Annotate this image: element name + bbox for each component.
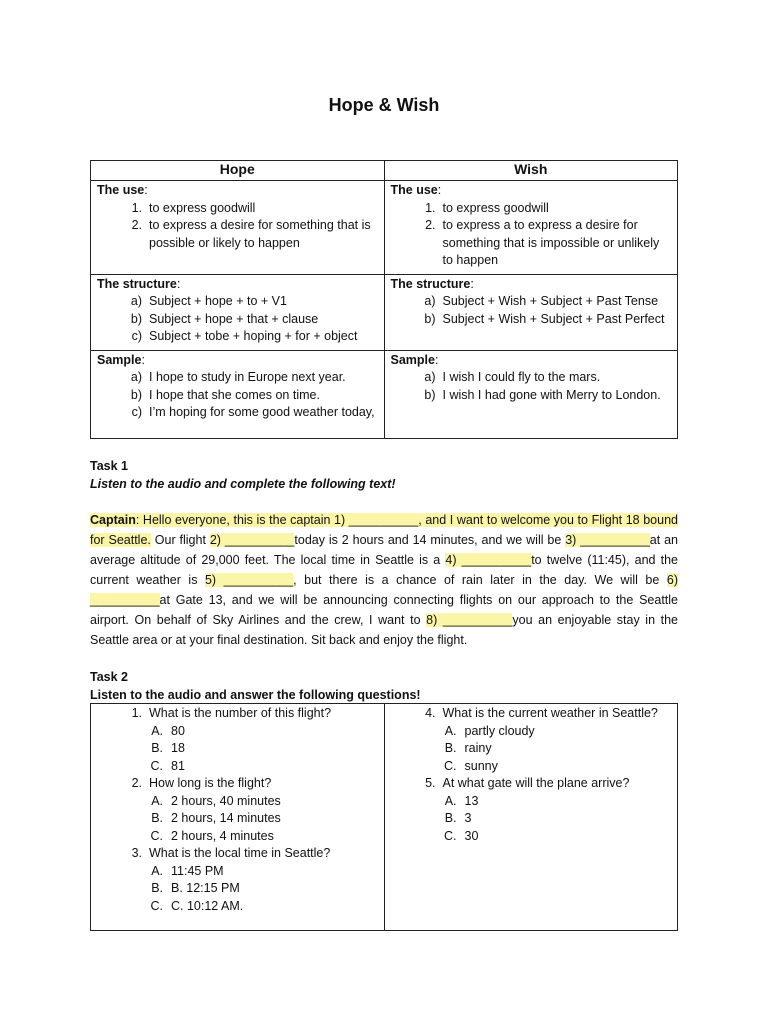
question-2: 2. How long is the flight? (131, 776, 272, 790)
list-item: 1. to express goodwill (131, 200, 256, 215)
list-item: b) Subject + Wish + Subject + Past Perfect (424, 311, 665, 326)
hope-structure-cell: The structure: a) Subject + hope + to + V1 b) Subject + hope + that + clause c) Subject + tobe + hoping + for + object (91, 274, 385, 350)
passage-segment: today is 2 hours and 14 minutes, and we will be (294, 533, 566, 547)
page-title: Hope & Wish (328, 95, 440, 115)
option: C. 30 (444, 828, 479, 843)
passage-segment: at an average altitude of 29,000 feet. The local time in Seattle is a (90, 533, 679, 567)
option: C. 2 hours, 4 minutes (150, 828, 274, 843)
task1-header (90, 457, 678, 493)
hope-wish-table (90, 160, 678, 439)
option: B. 18 (151, 741, 185, 755)
list-item: a) Subject + Wish + Subject + Past Tense (424, 294, 659, 308)
list-item: c) I’m hoping for some good weather today, (131, 405, 375, 419)
blank-6: 6) __________ (90, 573, 678, 607)
option: A. 2 hours, 40 minutes (151, 793, 281, 808)
blank-8: 8) __________ (426, 613, 513, 627)
use-label: The use (97, 183, 145, 197)
passage-segment: you an enjoyable stay in the Seattle area or at your final destination. Sit back and enjoy the flight. (90, 613, 679, 647)
option: A. 13 (444, 793, 479, 808)
passage-segment: to twelve (11:45), and the current weather is (90, 553, 678, 587)
question-4: 4. What is the current weather in Seattle? (425, 706, 658, 720)
structure-label: The structure (390, 276, 471, 291)
wish-structure-cell: The structure: a) Subject + Wish + Subject + Past Tense b) Subject + Wish + Subject + Past Perfect (384, 274, 678, 350)
option: B. 3 (444, 811, 472, 825)
task1-passage (90, 510, 678, 650)
blank-3: 3) __________ (565, 533, 650, 547)
speaker-label: Captain (90, 513, 136, 527)
blank-2: 2) __________ (209, 533, 295, 547)
passage-segment: at Gate 13, and we will be announcing connecting flights on our approach to the Seattle airport. On behalf of Sky Airlines and the crew, I want to (90, 593, 678, 627)
task2-label: Task 2 (90, 670, 128, 684)
list-item: a) I wish I could fly to the mars. (424, 370, 601, 384)
header-wish: Wish (384, 161, 678, 181)
list-item: b) Subject + hope + that + clause (130, 311, 319, 326)
header-hope: Hope (91, 161, 385, 181)
wish-sample-cell: Sample: a) I wish I could fly to the mars. b) I wish I had gone with Merry to London. (384, 350, 678, 438)
option: C. C. 10:12 AM. (150, 898, 244, 913)
task1-label: Task 1 (90, 459, 128, 473)
questions-table (90, 703, 678, 931)
sample-label: Sample (390, 352, 435, 367)
passage-segment: Our flight (150, 533, 210, 547)
option: C. sunny (444, 758, 498, 773)
sample-label: Sample (97, 352, 142, 367)
structure-label: The structure (97, 276, 177, 291)
list-item: 2. to express a desire for something that is possible or likely to happen (131, 218, 371, 250)
list-item: 2. to express a to express a desire for something that is impossible or unlikely to happen (425, 218, 660, 267)
blank-5: 5) __________ (204, 573, 294, 587)
passage-segment: : Hello everyone, this is the captain 1) __________, and I want to welcome you to Flight 18 bound for Seattle. (90, 513, 678, 547)
list-item: b) I hope that she comes on time. (130, 387, 320, 402)
list-item: a) I hope to study in Europe next year. (130, 370, 346, 384)
question-5: 5. At what gate will the plane arrive? (425, 776, 630, 790)
question-3: 3. What is the local time in Seattle? (131, 846, 331, 860)
list-item: 1. to express goodwill (425, 200, 549, 215)
wish-use-cell: The use: 1. to express goodwill 2. to express a to express a desire for something that is impossible or unlikely to happen (384, 181, 678, 275)
task1-instruction: Listen to the audio and complete the following text! (90, 477, 396, 491)
task2-instruction: Listen to the audio and answer the following questions! (90, 688, 421, 702)
questions-right (384, 704, 678, 931)
use-label: The use (390, 183, 438, 197)
option: B. 2 hours, 14 minutes (151, 811, 281, 825)
question-1: 1. What is the number of this flight? (131, 706, 332, 720)
option: B. B. 12:15 PM (151, 881, 240, 895)
option: B. rainy (444, 741, 492, 755)
hope-use-cell: The use: 1. to express goodwill 2. to express a desire for something that is possible or likely to happen (91, 181, 385, 275)
list-item: a) Subject + hope + to + V1 (130, 294, 287, 308)
passage-segment: , but there is a chance of rain later in the day. We will be (293, 573, 667, 587)
blank-4: 4) __________ (445, 553, 532, 567)
hope-sample-cell: Sample: a) I hope to study in Europe next year. b) I hope that she comes on time. c) I’m hoping for some good weather today, (91, 350, 385, 438)
questions-left (91, 704, 385, 931)
task2-header (90, 668, 678, 704)
option: C. 81 (150, 758, 185, 773)
option: A. 11:45 PM (151, 863, 224, 878)
list-item: b) I wish I had gone with Merry to London. (424, 387, 661, 402)
list-item: c) Subject + tobe + hoping + for + object (131, 329, 358, 343)
option: A. 80 (151, 723, 185, 738)
option: A. partly cloudy (444, 723, 535, 738)
